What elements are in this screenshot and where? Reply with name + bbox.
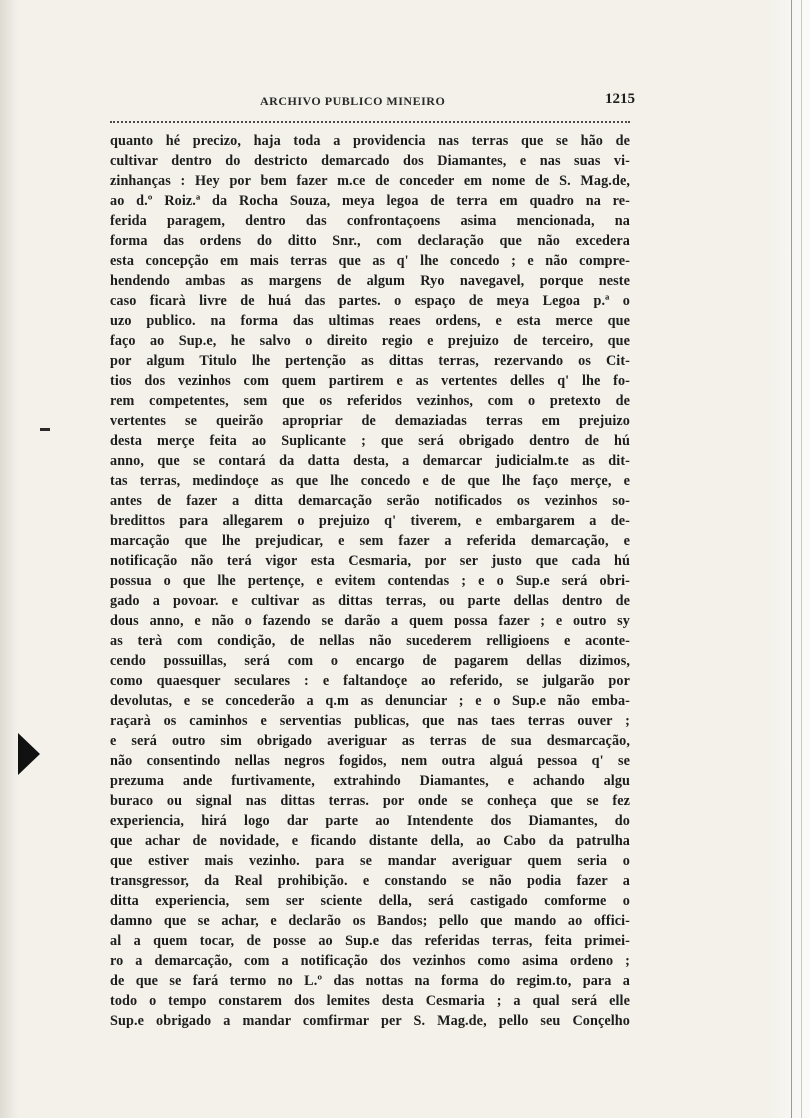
margin-arrow-icon	[18, 733, 40, 775]
text-line: e será outro sim obrigado averiguar as terras de sua desmarcação,	[110, 733, 630, 749]
page-number: 1215	[605, 91, 635, 107]
text-line: quanto hé precizo, haja toda a providencia nas terras que se hão de	[110, 133, 630, 149]
text-line: esta concepção em mais terras que as q' lhe concedo ; e não compre-	[110, 253, 630, 269]
text-line: prezuma ande furtivamente, extrahindo Diamantes, e achando algu	[110, 773, 630, 789]
running-title: ARCHIVO PUBLICO MINEIRO	[260, 94, 446, 108]
text-line: vertentes se queirão apropriar de demaziadas terras em prejuizo	[110, 413, 630, 429]
text-line: desta merçe feita ao Suplicante ; que será obrigado dentro de hú	[110, 433, 630, 449]
text-line: hendendo ambas as margens de algum Ryo navegavel, porque neste	[110, 273, 630, 289]
text-line: devolutas, e se concederão a q.m as denunciar ; e o Sup.e não emba-	[110, 693, 630, 709]
text-line: antes de fazer a ditta demarcação serão notificados os vezinhos so-	[110, 493, 630, 509]
text-line: possua o que lhe pertençe, e evitem contendas ; e o Sup.e será obri-	[110, 573, 630, 589]
header-rule	[110, 121, 630, 124]
text-line: rem competentes, sem que os referidos vezinhos, com o pretexto de	[110, 393, 630, 409]
text-line: forma das ordens do ditto Snr., com declaração que não excedera	[110, 233, 630, 249]
text-line: de que se fará termo no L.º das nottas na forma do regim.to, para a	[110, 973, 630, 989]
document-body	[110, 131, 630, 1091]
text-line: notificação não terá vigor esta Cesmaria, por ser justo que cada hú	[110, 553, 630, 569]
page-shadow-left	[0, 0, 18, 1118]
text-line: todo o tempo constarem dos lemites desta Cesmaria ; a qual será elle	[110, 993, 630, 1009]
running-head	[110, 91, 635, 114]
text-line: ditta experiencia, sem ser sciente della, será castigado comforme o	[110, 893, 630, 909]
text-line: gado a povoar. e cultivar as dittas terras, ou parte dellas dentro de	[110, 593, 630, 609]
text-line: marcação que lhe prejudicar, e sem fazer a referida demarcação, e	[110, 533, 630, 549]
text-line: que estiver mais vezinho. para se mandar averiguar quem seria o	[110, 853, 630, 869]
text-line: ao d.º Roiz.ª da Rocha Souza, meya legoa de terra em quadro na re-	[110, 193, 630, 209]
text-line: por algum Titulo lhe pertenção as dittas terras, rezervando os Cit-	[110, 353, 630, 369]
text-line: as terà com condição, de nellas não sucederem relligioens e aconte-	[110, 633, 630, 649]
text-line: tas terras, medindoçe as que lhe concedo e de que lhe faço merçe, e	[110, 473, 630, 489]
page-edge-right	[768, 0, 810, 1118]
margin-mark	[40, 428, 50, 431]
text-line: cultivar dentro do destricto demarcado dos Diamantes, e nas suas vi-	[110, 153, 630, 169]
page-edge-line	[791, 0, 792, 1118]
text-line: que achar de novidade, e ficando distante della, ao Cabo da patrulha	[110, 833, 630, 849]
text-line: ro a demarcação, com a notificação dos vezinhos como asima ordeno ;	[110, 953, 630, 969]
text-line: damno que se achar, e declarão os Bandos; pello que mando ao offici-	[110, 913, 630, 929]
text-line: como quaesquer seculares : e faltandoçe ao referido, se julgarão por	[110, 673, 630, 689]
text-line: faço ao Sup.e, he salvo o direito regio e prejuizo de terceiro, que	[110, 333, 630, 349]
text-line: tios dos vezinhos com quem partirem e as vertentes delles q' lhe fo-	[110, 373, 630, 389]
text-line: ferida paragem, dentro das confrontaçoens asima mencionada, na	[110, 213, 630, 229]
text-line: cendo possuillas, será com o encargo de pagarem dellas dizimos,	[110, 653, 630, 669]
text-line: transgressor, da Real prohibição. e constando se não podia fazer a	[110, 873, 630, 889]
text-line: anno, que se contará da datta desta, a demarcar judicialm.te as dit-	[110, 453, 630, 469]
text-line: zinhanças : Hey por bem fazer m.ce de conceder em nome de S. Mag.de,	[110, 173, 630, 189]
text-line: buraco ou signal nas dittas terras. por onde se conheça que se fez	[110, 793, 630, 809]
text-line: al a quem tocar, de posse ao Sup.e das referidas terras, feita primei-	[110, 933, 630, 949]
text-line: raçarà os caminhos e serventias publicas, que nas taes terras ouver ;	[110, 713, 630, 729]
text-line: bredittos para allegarem o prejuizo q' tiverem, e embargarem a de-	[110, 513, 630, 529]
text-line: experiencia, hirá logo dar parte ao Intendente dos Diamantes, do	[110, 813, 630, 829]
page-edge-line-outer	[801, 0, 802, 1118]
text-line: caso ficarà livre de huá das partes. o espaço de meya Legoa p.ª o	[110, 293, 630, 309]
text-line: não consentindo nellas negros fogidos, nem outra alguá pessoa q' se	[110, 753, 630, 769]
text-line: Sup.e obrigado a mandar comfirmar per S. Mag.de, pello seu Conçelho	[110, 1013, 630, 1029]
text-line: dous anno, e não o fazendo se darão a quem possa fazer ; e outro sy	[110, 613, 630, 629]
text-line: uzo publico. na forma das ultimas reaes ordens, e esta merce que	[110, 313, 630, 329]
